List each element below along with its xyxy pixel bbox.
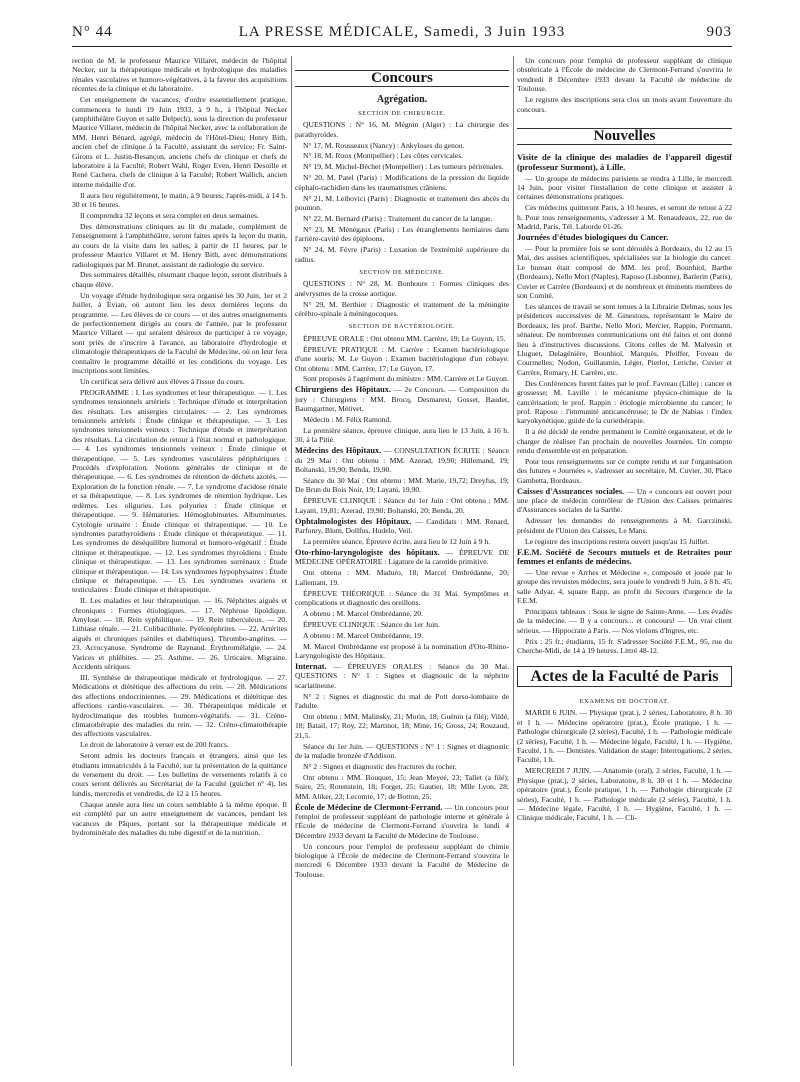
section-title-concours: Concours [295, 70, 509, 87]
news-item [517, 487, 732, 515]
item-heading: Journées d'études biologiques du Cancer. [517, 232, 669, 243]
item-text: — Candidats : MM. Renard, Parfonry, Blum, Dollfus, Hudelo, Veil. [295, 516, 509, 536]
item-heading: Internat. [295, 661, 327, 671]
section-title-nouvelles: Nouvelles [517, 128, 732, 145]
column-middle [295, 56, 509, 1066]
column-right [517, 56, 732, 1066]
item-heading: Visite de la clinique des maladies de l'appareil digestif (professeur Surmont), à Lille. [517, 152, 732, 172]
column-divider [291, 56, 292, 1066]
item-heading: Chirurgiens des Hôpitaux. [295, 385, 391, 395]
paragraph: Sont proposés à l'agrément du ministre : MM. Carrère et Le Guyon. [303, 374, 509, 384]
paragraph: Il aura lieu régulièrement, le matin, à 9 heures; l'après-midi, à 14 h. 30 et 16 heures. [72, 190, 287, 210]
column-divider [513, 56, 514, 1066]
paragraph: N° 23, M. Ménégaux (Paris) : Les étranglements herniaires dans l'arrière-cavité des épiploons. [295, 224, 509, 244]
paragraph: Les séances de travail se sont tenues à la Librairie Delmas, sous les présidences successives de M. Ginestous, représentant le Maire de Bordeaux, les prof. Barthe, Nello Mori, Mercier, Rappin, Portmann, sénateur. De nombreuses communications ont été faites et ont donné lieu à d'instructives discussions. Citons celles de M. Malvesin et Lluguet, Delagénière, Bounhiol, Marquès, Pfeiffer, Foveau de Courmelles; Nodon, Guillaumin, Léger, Pierlot, Leriche, Cuvier et Carrère, Romary, H. Carrère, etc. [517, 301, 732, 377]
paragraph: ÉPREUVE THÉORIQUE : Séance du 31 Mai. Symptômes et complications et diagnostic des oreillons. [295, 588, 509, 607]
paragraph: Séance du 30 Mai : Ont obtenu : MM. Marie, 19,72; Dreyfus, 19; De Brun du Bois Noir, 19; Layani, 19,90. [295, 476, 509, 495]
item-heading: Médecins des Hôpitaux. [295, 446, 382, 456]
item-heading: F.E.M. Société de Secours mutuels et de Retraites pour femmes et enfants de médecins. [517, 546, 732, 566]
paragraph: ÉPREUVE CLINIQUE : Séance du 1er Juin : Ont obtenu : MM. Layani, 19,81; Azerad, 19,90; Boltanski, 20; Benda, 20. [295, 496, 509, 515]
paragraph: Un concours pour l'emploi de professeur suppléant de clinique obstétricale à l'École de médecine de Clermont-Ferrand s'ouvrira le vendredi 8 Décembre 1933 devant la Faculté de médecine de Toulouse. [517, 56, 732, 94]
news-item [295, 517, 509, 536]
paragraph: II. Les maladies et leur thérapeutique. — 16. Néphrites aiguës et chroniques : Formes étiologiques. — 17. Néphrose lipoïdique. Amylose. — 18. Rein syphilitique. — 19. Rein tuberculeux. — 20. Lithiase rénale. — 21. Colibacillurie. Pyélonéphrites. — 22. Artérites aiguës et chroniques (séniles et diabétiques). Thrombo-angéites. — 23. Acrocyanose. Syndrome de Raynaud. Érythromélalgie. — 24. Varices et phlébites. — 25. Asthme. — 26. Urticaire. Migraine. Accidents sériques. [72, 596, 287, 672]
paragraph: III. Synthèse de thérapeutique médicale et hydrologique. — 27. Médications et diététique des affections du rein. — 28. Médications des affections endocriniennes. — 29. Médications et diététique des affections cardio-vasculaires. — 30. Thérapeutique médicale et hydroclimatique des troubles humoro-végétatifs. — 31. Créno-climatothérapie des maladies du rein. — 32. Créno-climatothérapie des affections vasculaires. [72, 673, 287, 739]
paragraph: Le registre des inscriptions sera clos un mois avant l'ouverture du concours. [517, 95, 732, 114]
paragraph: ÉPREUVE CLINIQUE : Séance du 1er Juin. [303, 619, 440, 629]
item-text: — ÉPREUVES ORALES : Séance du 30 Mai. QUESTIONS : N° 1 : Signes et diagnostic de la néphrite scarlatineuse. [295, 661, 509, 690]
paragraph: Il comprendra 32 leçons et sera complet en deux semaines. [80, 211, 259, 220]
paragraph: Des Conférences furent faites par le prof. Favreau (Lille) : cancer et grossesse; M. Laville : le mécanisme physico-chimique de la cancérisation; le prof. Rappin : étiologie microbienne du cancer; le prof. Raposo : l'immunité anticancéreuse; le Dr de Nabias : l'index karyokynétique, guide de la curiethérapie. [517, 378, 732, 426]
item-heading: Oto-rhino-laryngologiste des hôpitaux. [295, 547, 440, 557]
paragraph: Pour tous renseignements sur ce compte rendu et sur l'organisation des futures « Journées », s'adresser au secrétaire, M. Cuvier, 30, Place Gambetta, Bordeaux. [517, 456, 732, 485]
news-item [295, 385, 509, 413]
item-text: — Un concours pour l'emploi de professeur suppléant de pathologie interne et générale à l'École de médecine de Clermont-Ferrand s'ouvrira le lundi 4 Décembre 1933 devant la Faculté de Médecine de Toulouse. [295, 802, 509, 840]
header-rule [72, 46, 732, 47]
paragraph: Le droit de laboratoire à verser est de 200 francs. [80, 740, 229, 750]
paragraph: Médecin : M. Félix Ramond. [303, 415, 392, 425]
paragraph: — Pour la première fois se sont déroulés à Bordeaux, du 12 au 15 Mai, des assises scientifiques, spécialisées sur la biologie du cancer. Le bureau était composé de MM. les prof. Bounhiol, Barthe (Bordeaux), Nello Mori (Naples), Raposo (Lisbonne), Barlerin (Paris), Cuvier et Carrère (Bordeaux) et de nombreux et éminents membres de son Comité. [517, 244, 732, 301]
paragraph: Ont obtenu : MM. Malinsky, 21; Morin, 18; Guénin (a filé); Vildé, 18; Batail, 17; Roy, 22; Martinot, 18; Mine, 16; Gross, 24; Rouzaud, 21,5. [295, 711, 509, 740]
item-text: — 2e Concours. — Composition du jury : Chirurgiens : MM. Brocq, Desmarest, Gosset, Baudet, Baumgartner, Métivet. [295, 385, 509, 414]
paragraph: Un certificat sera délivré aux élèves à l'issue du cours. [80, 376, 245, 386]
paragraph: M. Marcel Ombrédanne est proposé à la nomination d'Oto-Rhino-Laryngologiste des Hôpitaux. [295, 641, 509, 660]
paragraph: N° 21, M. Leibovici (Paris) : Diagnostic et traitement des abcès du poumon. [295, 193, 509, 212]
paragraph: N° 19, M. Michel-Béchet (Montpellier) : Les tumeurs périrénales. [303, 162, 504, 172]
news-item [295, 662, 509, 690]
paragraph: ÉPREUVE PRATIQUE : M. Carrère : Examen bactériologique d'une souris; M. Le Guyon : Examen bactériologique d'un cobaye. Ont obtenu : MM. Carrère, 17; Le Guyon, 17. [295, 344, 509, 373]
paragraph: N° 2 : Signes et diagnostic du mal de Pott dorso-lombaire de l'adulte. [295, 691, 509, 710]
item-text: — ÉPREUVE DE MÉDECINE OPÉRATOIRE : Ligature de la carotide primitive. [295, 547, 509, 567]
item-heading: École de Médecine de Clermont-Ferrand. [295, 802, 443, 812]
paragraph: — Un groupe de médecins parisiens se rendra à Lille, le mercredi 14 Juin, pour visiter l'installation de cette clinique et assister à certaines démonstrations pratiques. [517, 173, 732, 202]
issue-number: N° 44 [72, 24, 113, 40]
journal-title: LA PRESSE MÉDICALE, Samedi, 3 Juin 1933 [238, 24, 566, 40]
paragraph: A obtenu : M. Marcel Ombrédanne, 19. [303, 630, 423, 640]
paragraph: N° 29, M. Berthier : Diagnostic et traitement de la méningite cérébro-spinale à méningocoques. [295, 299, 509, 319]
paragraph: rection de M. le professeur Maurice Villaret, médecin de l'hôpital Necker, sur la thérapeutique médicale et hydrologique des maladies rénales vasculaires et humoro-végétatives, à la faveur des acquisitions récentes de la clinique et du laboratoire. [72, 56, 287, 94]
paragraph: Le registre des inscriptions restera ouvert jusqu'au 15 Juillet. [525, 536, 710, 546]
item-text: — Un « concours est ouvert pour une place de médecin contrôleur de l'Union des Caisses primaires d'Assurances sociales de la Sarthe. [517, 486, 732, 515]
paragraph: N° 17, M. Rousseaux (Nancy) : Ankyloses du genou. [303, 140, 465, 150]
paragraph: QUESTIONS : N° 16, M. Mégnin (Alger) : La chirurgie des parathyroïdes. [295, 120, 509, 139]
paragraph: — Une revue « Arrhes et Médecine », composée et jouée par le groupe des revuistes médecins, sera jouée le vendredi 9 Juin, à 8 h. 45, salle Adyar, 4, square Rapp, au profit du Secours d'urgence de la F.E.M. [517, 567, 732, 606]
section-label: SECTION DE MÉDECINE. [359, 268, 445, 276]
paragraph: Un concours pour l'emploi de professeur suppléant de chimie biologique à l'École de médecine de Clermont-Ferrand s'ouvrira le mercredi 6 Décembre 1933 devant la Faculté de Médecine de Toulouse. [295, 841, 509, 879]
news-item [295, 446, 509, 474]
section-label: SECTION DE CHIRURGIE. [358, 109, 446, 117]
paragraph: Prix : 25 fr.; étudiants, 15 fr. S'adresser Société F.E.M., 95, rue du Cherche-Midi, de 14 à 19 heures. Littré 48-12. [517, 636, 732, 656]
paragraph: Adresser les demandes de renseignements à M. Garczinski, président de l'Union des Caisses, Le Mans. [517, 516, 732, 535]
paragraph: Ont obtenu : MM. Maduro, 18; Marcel Ombrédanne, 20; Lallemant, 19. [295, 568, 509, 587]
paragraph: Séance du 1er Juin. — QUESTIONS : N° 1 : Signes et diagnostic de la maladie bronzée d'Addison. [295, 741, 509, 760]
item-heading: Caisses d'Assurances sociales. [517, 486, 625, 496]
paragraph: A obtenu : M. Marcel Ombrédanne, 20. [303, 608, 423, 618]
section-title-actes: Actes de la Faculté de Paris [517, 666, 732, 687]
news-item [295, 548, 509, 567]
section-label: EXAMENS DE DOCTORAT. [579, 697, 670, 705]
paragraph: Des sommaires détaillés, résumant chaque leçon, seront distribués à chaque élève. [72, 270, 287, 289]
column-left [72, 56, 287, 1066]
paragraph: N° 2 : Signes et diagnostic des fractures du rocher. [303, 761, 457, 771]
paragraph: Des démonstrations cliniques au lit du malade, complément de l'enseignement à l'amphithéâtre, seront faites après la leçon du matin, au cours de la visite dans les salles, à partir de 11 heures, par le professeur Maurice Villaret et M. Henry Bith, avec démonstrations radiologiques par M. Brunet, assistant de radiologie du service. [72, 221, 287, 269]
paragraph: La première séance, Épreuve écrite, aura lieu le 12 Juin à 9 h. [303, 536, 491, 546]
paragraph: Seront admis les docteurs français et étrangers, ainsi que les étudiants immatriculés à la Faculté, sur la présentation de la quittance de versement du droit. — Les bulletins de versements relatifs à ce cours seront délivrés au Secrétariat de la Faculté (guichet n° 4), les lundis, mercredis et vendredis, de 12 à 15 heures. [72, 751, 287, 798]
paragraph: PROGRAMME : I. Les syndromes et leur thérapeutique. — 1. Les syndromes tensionnels artériels : Technique d'étude et interprétation des résultats. Les anisergies circulaires. — 2. Les syndromes tensionnels artériels : Étude clinique et thérapeutique. — 3. Les syndromes tensionnels veineux : Technique d'étude et interprétation des résultats. La circulation de retour à l'état normal et pathologique. — 4. Les syndromes tensionnels veineux : Étude clinique et thérapeutique. — 5. Les syndromes vasculaires périphériques : Procédés d'exploration. Notions générales de clinique et de thérapeutique. — 6. Les syndromes de rétention de déchets azotés. — Exploration de la fonction rénale. — 7. Le syndrome d'acidose rénale et sa thérapeutique. — 8. Les syndromes de rétention hydrique. Les œdèmes. Les oliguries. Les polyuries : Étude clinique et thérapeutique. — 9. Hématuries. Hémoglobinuries. Albuminuries. Cytologie urinaire : Étude clinique et thérapeutique. — 10. Le syndromes parathyroïdiens : Étude clinique et thérapeutique. — 11. Les syndromes de déséquilibre humoral et humoro-végétatif : Étude clinique et thérapeutique. — 12. Les syndromes thyroïdiens : Étude clinique et thérapeutique. — 13. Les syndromes surrénaux : Étude clinique et thérapeutique. — 14. Les syndromes hypophysaires : Étude clinique et thérapeutique. — 15. Les syndromes ovariens et testiculaires : Étude clinique et thérapeutique. [72, 387, 287, 595]
paragraph: Ont obtenu : MM. Bouquet, 15; Jean Meyeé, 23; Tallet (a filé); Suire, 25; Rotenstein, 18; Forget, 25; Gautier, 18; Mlle Lyon, 28; MM. Aliker, 23; Lecomte, 17; de Botton, 25. [295, 772, 509, 801]
paragraph: N° 24, M. Fèvre (Paris) : Luxation de l'extrémité supérieure du radius. [295, 245, 509, 264]
paragraph: Un voyage d'étude hydrologique sera organisé les 30 Juin, 1er et 2 Juillet, à Évian, où auront lieu les deux dernières leçons du programme. — Les élèves de ce cours — et des autres enseignements de perfectionnement dirigés au cours de l'année, par le professeur Maurice Villaret — qui seraient désireux de participer à ce voyage, sont priés de s'inscrire à l'avance, au laboratoire d'hydrologie et climatologie thérapeutiques de la Faculté de Médecine, où on leur fera connaître le programme détaillé et les conditions du voyage. Les inscriptions sont limitées. [72, 290, 287, 375]
paragraph: N° 18, M. Roux (Montpellier) : Les côtes cervicales. [303, 151, 464, 161]
page-number: 903 [706, 24, 732, 40]
item-heading: Ophtalmologistes des Hôpitaux. [295, 516, 412, 526]
item-text: — CONSULTATION ÉCRITE : Séance du 29 Mai : Ont obtenu : MM. Azerad, 19,90; Hillemand, 19; Boltanski, 19,90; Benda, 19,90. [295, 446, 509, 475]
paragraph: QUESTIONS : N° 28, M. Bonhoure : Formes cliniques des anévrysmes de la crosse aortique. [295, 279, 509, 298]
paragraph: N° 22, M. Bernard (Paris) : Traitement du cancer de la langue. [303, 213, 493, 223]
page-header [72, 24, 732, 48]
paragraph: Cet enseignement de vacances, d'ordre essentiellement pratique, commencera le lundi 19 Juin 1933, à 9 h., à l'hôpital Necker (amphithéâtre Guyon et salle Delpech), sous la direction du professeur Maurice Villaret, médecin de l'hôpital Necker, avec la collaboration de MM. Henri Bénard, agrégé, médecin de l'Hôtel-Dieu; Henry Bith, ancien chef de clinique à la Faculté, assistant du service; Fr. Saint-Girons et L. Justin-Besançon, anciens chefs de clinique et chefs de laboratoire à la Faculté; Robert Wahl, Roger Even, Henri Desoille et René Cachera, chefs de clinique à la Faculté; Robert Wallich, ancien interne médaille d'or. [72, 95, 287, 189]
paragraph: Il a été décidé de rendre permanent le Comité organisateur, et de le charger de réaliser l'an prochain de nouvelles Journées. Un compte rendu d'ensemble est en préparation. [517, 427, 732, 456]
section-label: SECTION DE BACTÉRIOLOGIE. [348, 323, 456, 331]
paragraph: MERCREDI 7 JUIN. — Anatomie (oral), 2 séries, Faculté, 1 h. — Physique (prat.), 2 séries, Laboratoire, 8 h. 30 et 1 h. — Médecine opératoire (prat.), École pratique, 1 h. — Pathologie chirurgicale (2 séries), Faculté, 1 h. — Pathologie médicale (2 séries), Faculté, 1 h. — Médecine légale, Faculté, 1 h. — Hygiène, Faculté, 1 h. — Clinique médicale, Faculté, 1 h. — Cli- [517, 766, 732, 823]
paragraph: La première séance, épreuve clinique, aura lieu le 13 Juin, à 16 h. 30, à la Pitié. [295, 426, 509, 445]
paragraph: MARDI 6 JUIN. — Physique (prat.), 2 séries, Laboratoire, 8 h. 30 et 1 h. — Médecine opératoire (prat.), École pratique, 1 h. — Pathologie chirurgicale (2 séries), Faculté, 1 h. — Pathologie médicale (2 séries), Faculté, 1 h. — Médecine légale, Faculté, 1 h. — Hygiène, Faculté, 1 h. — Dentistes. Validation de stage: Interrogations, 2 séries, Faculté, 1 h. [517, 708, 732, 765]
paragraph: N° 20, M. Patel (Paris) : Modifications de la pression du liquide céphalo-rachidien dans les traumatismes crâniens. [295, 173, 509, 192]
paragraph: Principaux tableaux : Sous le signe de Sainte-Anne. — Les évadés de la médecine. — Il y a concours... et concours! — Un vrai client sérieux. — Hippocrate à Paris. — Nos violons d'Ingres, etc. [517, 607, 732, 635]
news-item [295, 803, 509, 841]
paragraph: Chaque année aura lieu un cours semblable à la même époque. Il est complété par un autre enseignement de vacances, pendant les vacances de Pâques, portant sur la thérapeutique médicale et hydrominérale des maladies du tube digestif et de la nutrition. [72, 799, 287, 837]
paragraph: ÉPREUVE ORALE : Ont obtenu MM. Carrère, 19; Le Guyon, 15. [303, 333, 506, 343]
subsection-title: Agrégation. [376, 94, 428, 106]
paragraph: Ces médecins quitteront Paris, à 10 heures, et seront de retour à 22 h. Pour tous renseignements, s'adresser à M. Renaudeaux, 22, rue de Madrid, Paris, Tél. Laborde 01-26. [517, 203, 732, 232]
